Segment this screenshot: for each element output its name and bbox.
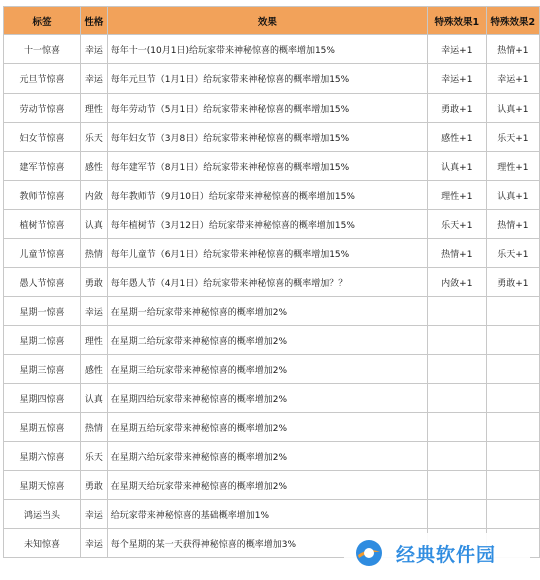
cell-special-1: 内敛+1: [427, 268, 486, 297]
table-row: [4, 239, 540, 268]
table-row: [4, 355, 540, 384]
cell-tag: 星期天惊喜: [4, 471, 81, 500]
header-tag: 标签: [4, 7, 81, 35]
cell-special-1: 理性+1: [427, 181, 486, 210]
cell-special-1: [427, 471, 486, 500]
cell-tag: 星期四惊喜: [4, 384, 81, 413]
cell-special-1: [427, 500, 486, 529]
cell-special-1: 认真+1: [427, 152, 486, 181]
cell-effect: 每年建军节（8月1日）给玩家带来神秘惊喜的概率增加15%: [107, 152, 427, 181]
logo-ring-icon: [354, 538, 384, 568]
watermark-text: 经典软件园: [396, 543, 497, 566]
cell-effect: 在星期天给玩家带来神秘惊喜的概率增加2%: [107, 471, 427, 500]
cell-trait: 幸运: [81, 500, 108, 529]
cell-trait: 幸运: [81, 297, 108, 326]
cell-special-1: 感性+1: [427, 123, 486, 152]
cell-special-2: [486, 471, 539, 500]
cell-tag: 建军节惊喜: [4, 152, 81, 181]
table-row: [4, 500, 540, 529]
table-row: [4, 35, 540, 64]
table-row: [4, 268, 540, 297]
cell-trait: 认真: [81, 384, 108, 413]
cell-special-2: [486, 442, 539, 471]
cell-special-1: 幸运+1: [427, 35, 486, 64]
cell-special-2: [486, 297, 539, 326]
cell-tag: 植树节惊喜: [4, 210, 81, 239]
cell-tag: 妇女节惊喜: [4, 123, 81, 152]
table-row: [4, 210, 540, 239]
cell-tag: 愚人节惊喜: [4, 268, 81, 297]
cell-effect: 每年元旦节（1月1日）给玩家带来神秘惊喜的概率增加15%: [107, 64, 427, 94]
cell-effect: 在星期三给玩家带来神秘惊喜的概率增加2%: [107, 355, 427, 384]
cell-special-2: [486, 355, 539, 384]
cell-trait: 勇敢: [81, 471, 108, 500]
cell-tag: 未知惊喜: [4, 529, 81, 558]
cell-effect: 在星期六给玩家带来神秘惊喜的概率增加2%: [107, 442, 427, 471]
cell-trait: 勇敢: [81, 268, 108, 297]
cell-special-1: 乐天+1: [427, 210, 486, 239]
cell-special-1: [427, 413, 486, 442]
table-header: [4, 7, 540, 35]
cell-special-2: 理性+1: [486, 152, 539, 181]
cell-effect: 每年劳动节（5月1日）给玩家带来神秘惊喜的概率增加15%: [107, 94, 427, 123]
cell-special-2: [486, 326, 539, 355]
cell-trait: 热情: [81, 413, 108, 442]
watermark: [344, 533, 530, 573]
table-row: [4, 326, 540, 355]
cell-tag: 星期二惊喜: [4, 326, 81, 355]
cell-effect: 每年妇女节（3月8日）给玩家带来神秘惊喜的概率增加15%: [107, 123, 427, 152]
cell-trait: 乐天: [81, 442, 108, 471]
table-row: [4, 123, 540, 152]
cell-special-2: 热情+1: [486, 35, 539, 64]
cell-trait: 幸运: [81, 64, 108, 94]
table-row: [4, 152, 540, 181]
cell-special-2: 认真+1: [486, 181, 539, 210]
cell-special-1: [427, 297, 486, 326]
cell-special-2: [486, 384, 539, 413]
cell-special-2: 勇敢+1: [486, 268, 539, 297]
cell-trait: 认真: [81, 210, 108, 239]
cell-effect: 每年儿童节（6月1日）给玩家带来神秘惊喜的概率增加15%: [107, 239, 427, 268]
cell-tag: 教师节惊喜: [4, 181, 81, 210]
cell-tag: 鸿运当头: [4, 500, 81, 529]
header-special-2: 特殊效果2: [486, 7, 539, 35]
cell-tag: 儿童节惊喜: [4, 239, 81, 268]
cell-special-1: 幸运+1: [427, 64, 486, 94]
cell-tag: 星期一惊喜: [4, 297, 81, 326]
cell-effect: 在星期四给玩家带来神秘惊喜的概率增加2%: [107, 384, 427, 413]
cell-special-1: 热情+1: [427, 239, 486, 268]
cell-special-1: [427, 442, 486, 471]
table-body: [4, 35, 540, 558]
cell-special-1: [427, 355, 486, 384]
cell-special-2: 认真+1: [486, 94, 539, 123]
cell-trait: 感性: [81, 355, 108, 384]
cell-special-2: 乐天+1: [486, 123, 539, 152]
cell-effect: 每年愚人节（4月1日）给玩家带来神秘惊喜的概率增加？？: [107, 268, 427, 297]
cell-effect: 每年十一(10月1日)给玩家带来神秘惊喜的概率增加15%: [107, 35, 427, 64]
header-effect: 效果: [107, 7, 427, 35]
cell-special-1: 勇敢+1: [427, 94, 486, 123]
cell-special-2: [486, 413, 539, 442]
cell-effect: 在星期一给玩家带来神秘惊喜的概率增加2%: [107, 297, 427, 326]
cell-special-2: [486, 500, 539, 529]
table-row: [4, 471, 540, 500]
table-row: [4, 181, 540, 210]
cell-effect: 给玩家带来神秘惊喜的基础概率增加1%: [107, 500, 427, 529]
cell-trait: 感性: [81, 152, 108, 181]
cell-tag: 劳动节惊喜: [4, 94, 81, 123]
header-special-1: 特殊效果1: [427, 7, 486, 35]
cell-effect: 每年教师节（9月10日）给玩家带来神秘惊喜的概率增加15%: [107, 181, 427, 210]
cell-effect: 每个星期的某一天获得神秘惊喜的概率增加3%: [107, 529, 427, 558]
cell-trait: 理性: [81, 94, 108, 123]
header-trait: 性格: [81, 7, 108, 35]
table-row: [4, 94, 540, 123]
cell-effect: 在星期二给玩家带来神秘惊喜的概率增加2%: [107, 326, 427, 355]
cell-trait: 乐天: [81, 123, 108, 152]
table-row: [4, 442, 540, 471]
cell-tag: 星期五惊喜: [4, 413, 81, 442]
header-row: [4, 7, 540, 35]
cell-trait: 热情: [81, 239, 108, 268]
cell-tag: 十一惊喜: [4, 35, 81, 64]
cell-special-2: 热情+1: [486, 210, 539, 239]
cell-trait: 内敛: [81, 181, 108, 210]
tag-effects-table: [3, 6, 540, 558]
cell-special-2: 幸运+1: [486, 64, 539, 94]
cell-tag: 星期三惊喜: [4, 355, 81, 384]
table-row: [4, 64, 540, 94]
cell-trait: 幸运: [81, 35, 108, 64]
cell-tag: 星期六惊喜: [4, 442, 81, 471]
cell-special-2: 乐天+1: [486, 239, 539, 268]
table-row: [4, 413, 540, 442]
cell-tag: 元旦节惊喜: [4, 64, 81, 94]
cell-effect: 在星期五给玩家带来神秘惊喜的概率增加2%: [107, 413, 427, 442]
table-row: [4, 297, 540, 326]
cell-special-1: [427, 326, 486, 355]
table-row: [4, 384, 540, 413]
cell-special-1: [427, 384, 486, 413]
cell-trait: 理性: [81, 326, 108, 355]
cell-trait: 幸运: [81, 529, 108, 558]
cell-effect: 每年植树节（3月12日）给玩家带来神秘惊喜的概率增加15%: [107, 210, 427, 239]
